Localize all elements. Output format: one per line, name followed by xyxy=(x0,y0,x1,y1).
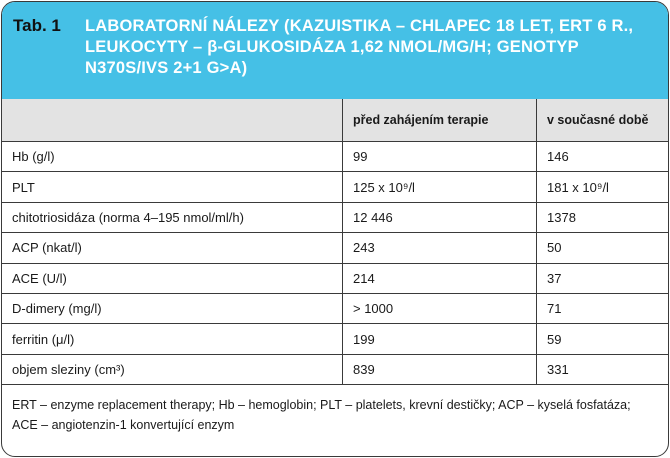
table-row xyxy=(2,324,668,354)
table-row xyxy=(2,202,668,232)
table-frame xyxy=(1,1,669,457)
value-before: > 1000 xyxy=(343,293,537,323)
lab-results-table xyxy=(2,99,668,385)
value-now: 181 x 10⁹/l xyxy=(537,172,669,202)
value-before: 214 xyxy=(343,263,537,293)
table-number: Tab. 1 xyxy=(13,16,61,35)
value-now: 59 xyxy=(537,324,669,354)
table-row xyxy=(2,233,668,263)
table-header-row xyxy=(2,99,668,142)
value-now: 331 xyxy=(537,354,669,384)
table-header xyxy=(2,2,668,99)
column-header-before: před zahájením terapie xyxy=(343,99,537,142)
value-now: 1378 xyxy=(537,202,669,232)
row-label: ACE (U/l) xyxy=(2,263,343,293)
row-label: Hb (g/l) xyxy=(2,142,343,172)
row-label: ferritin (μ/l) xyxy=(2,324,343,354)
row-label: objem sleziny (cm³) xyxy=(2,354,343,384)
value-now: 50 xyxy=(537,233,669,263)
value-before: 12 446 xyxy=(343,202,537,232)
column-header-now: v současné době xyxy=(537,99,669,142)
table-row xyxy=(2,293,668,323)
row-label: PLT xyxy=(2,172,343,202)
table-row xyxy=(2,354,668,384)
row-label: chitotriosidáza (norma 4–195 nmol/ml/h) xyxy=(2,202,343,232)
column-header-parameter xyxy=(2,99,343,142)
value-before: 125 x 10⁹/l xyxy=(343,172,537,202)
value-now: 146 xyxy=(537,142,669,172)
row-label: ACP (nkat/l) xyxy=(2,233,343,263)
value-before: 839 xyxy=(343,354,537,384)
value-before: 243 xyxy=(343,233,537,263)
value-before: 99 xyxy=(343,142,537,172)
row-label: D-dimery (mg/l) xyxy=(2,293,343,323)
table-footnote: ERT – enzyme replacement therapy; Hb – hemoglobin; PLT – platelets, krevní destičky; ACP – kyselá fosfatáza; ACE – angiotenzin-1 konvertující enzym xyxy=(12,398,631,433)
table-row xyxy=(2,142,668,172)
table-title: LABORATORNÍ NÁLEZY (KAZUISTIKA – CHLAPEC 18 LET, ERT 6 R., LEUKOCYTY – β-GLUKOSIDÁZA 1,62 NMOL/MG/H; GENOTYP N370S/IVS 2+1 G>A) xyxy=(85,17,634,77)
table-row xyxy=(2,263,668,293)
value-now: 71 xyxy=(537,293,669,323)
table-row xyxy=(2,172,668,202)
value-now: 37 xyxy=(537,263,669,293)
value-before: 199 xyxy=(343,324,537,354)
